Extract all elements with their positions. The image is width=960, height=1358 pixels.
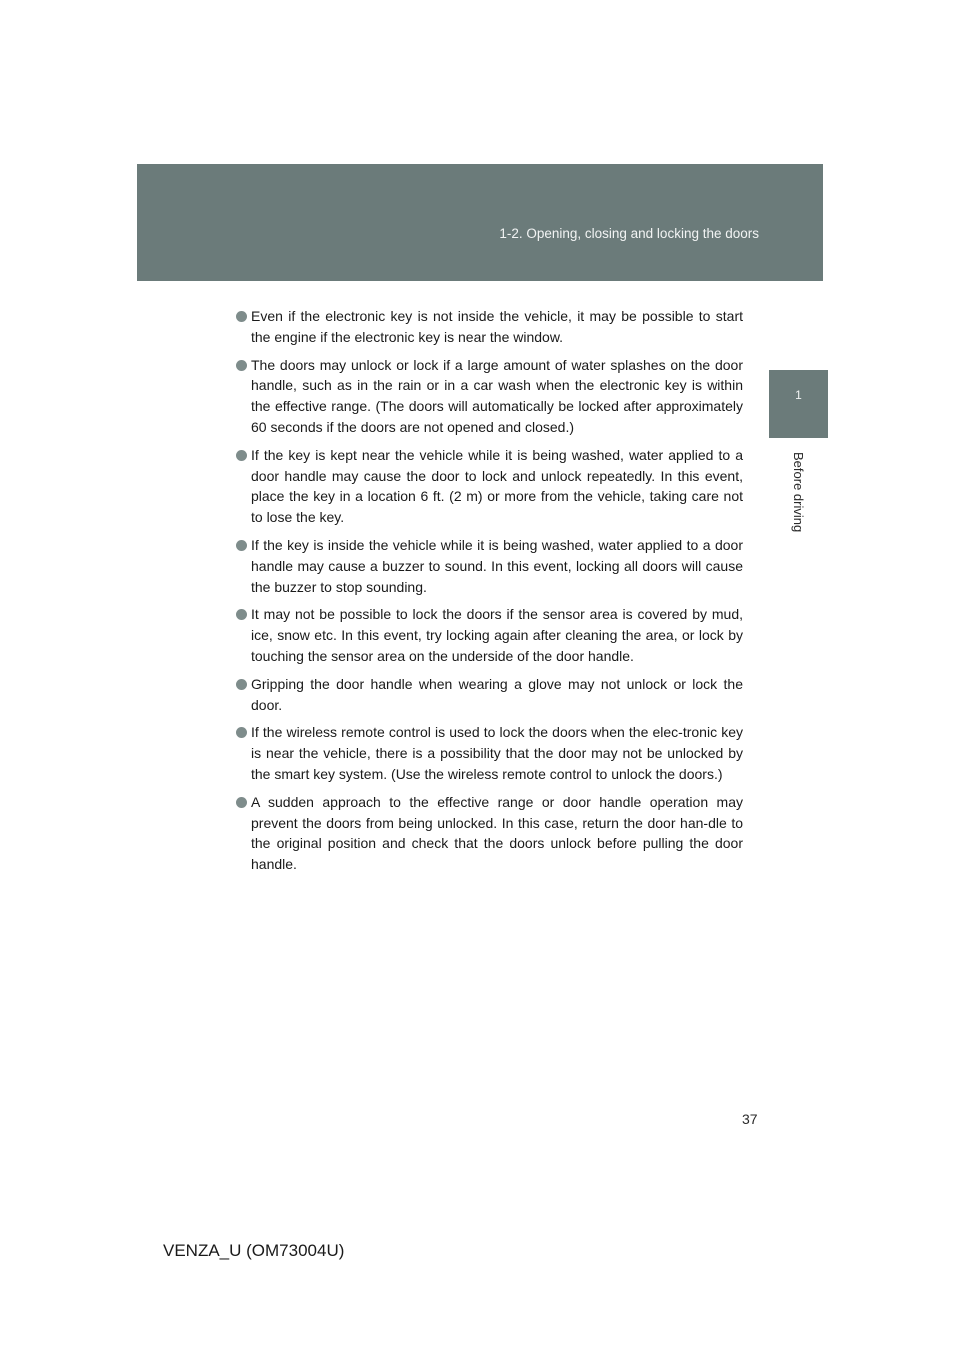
bullet-icon <box>236 727 247 738</box>
list-item <box>236 355 743 438</box>
page-number: 37 <box>742 1111 758 1127</box>
list-item <box>236 535 743 597</box>
list-item <box>236 792 743 875</box>
list-item <box>236 306 743 348</box>
bullet-icon <box>236 797 247 808</box>
bullet-icon <box>236 609 247 620</box>
chapter-number: 1 <box>795 388 802 402</box>
bullet-icon <box>236 311 247 322</box>
list-item-text: Gripping the door handle when wearing a glove may not unlock or lock the door. <box>251 675 743 713</box>
list-item <box>236 674 743 716</box>
list-item <box>236 445 743 528</box>
bullet-icon <box>236 679 247 690</box>
document-code: VENZA_U (OM73004U) <box>163 1241 345 1260</box>
bullet-icon <box>236 540 247 551</box>
section-title: 1-2. Opening, closing and locking the doors <box>499 226 759 241</box>
bullet-list <box>236 306 743 882</box>
list-item-text: Even if the electronic key is not inside the vehicle, it may be possible to start the engine if the electronic key is near the window. <box>251 308 743 345</box>
bullet-icon <box>236 360 247 371</box>
list-item-text: If the key is inside the vehicle while it is being washed, water applied to a door handle may cause a buzzer to sound. In this event, locking all doors will cause the buzzer to stop sounding. <box>251 536 743 595</box>
list-item-text: A sudden approach to the effective range or door handle operation may prevent the doors from being unlocked. In this case, return the door han-dle to the original position and check that the doors unlock before pulling the door handle. <box>251 793 743 873</box>
bullet-icon <box>236 450 247 461</box>
list-item <box>236 722 743 784</box>
chapter-tab <box>769 370 828 438</box>
list-item-text: The doors may unlock or lock if a large amount of water splashes on the door handle, such as in the rain or in a car wash when the electronic key is within the effective range. (The doors will automatically be locked after approximately 60 seconds if the doors are not opened and closed.) <box>251 356 743 435</box>
list-item-text: It may not be possible to lock the doors if the sensor area is covered by mud, ice, snow etc. In this event, try locking again after cleaning the area, or lock by touching the sensor area on the underside of the door handle. <box>251 606 743 664</box>
section-header-band <box>137 164 823 281</box>
chapter-label: Before driving <box>791 452 806 533</box>
list-item-text: If the key is kept near the vehicle while it is being washed, water applied to a door handle may cause the door to lock and unlock repeatedly. In this event, place the key in a location 6 ft. (2 m) or more from the vehicle, taking care not to lose the key. <box>251 446 743 526</box>
list-item <box>236 604 743 666</box>
list-item-text: If the wireless remote control is used to lock the doors when the elec-tronic key is near the vehicle, there is a possibility that the door may not be unlocked by the smart key system. (Use the wireless remote control to unlock the doors.) <box>251 724 743 782</box>
